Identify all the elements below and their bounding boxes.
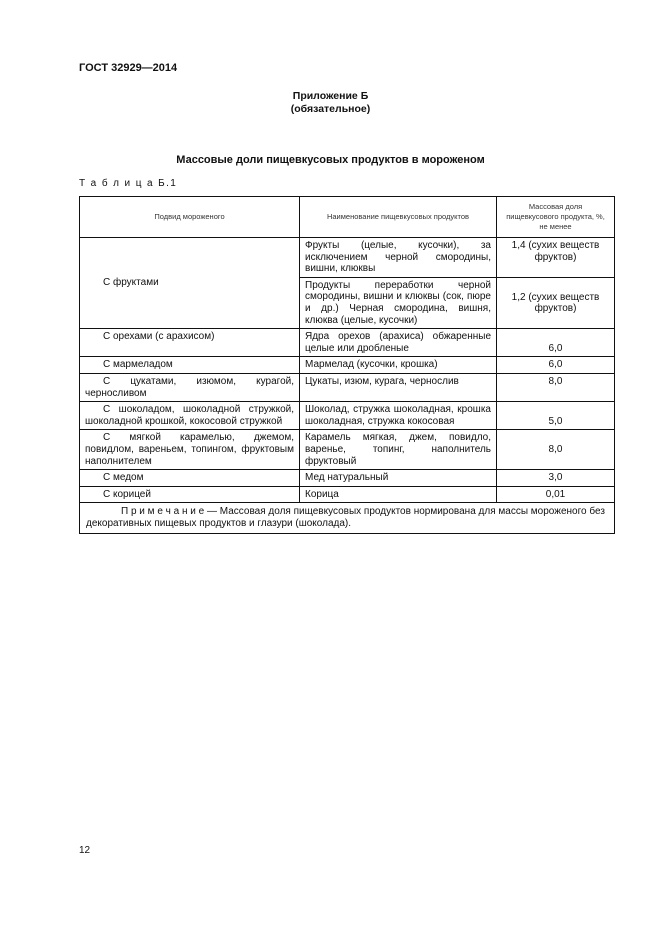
cell-product: Карамель мягкая, джем, повидло, варенье, топинг, наполнитель фруктовый <box>300 430 497 470</box>
table-row <box>80 470 615 487</box>
appendix-title: Приложение Б <box>292 90 369 102</box>
table-row <box>80 402 615 430</box>
table-row <box>80 329 615 357</box>
cell-product: Шоколад, стружка шоколадная, крошка шоколадная, стружка кокосовая <box>300 402 497 430</box>
cell-value: 6,0 <box>497 329 615 357</box>
page-number: 12 <box>79 845 91 856</box>
cell-subtype: С орехами (с арахисом) <box>80 329 300 357</box>
cell-product: Цукаты, изюм, курага, чернослив <box>300 373 497 401</box>
cell-value: 5,0 <box>497 402 615 430</box>
cell-subtype: С цукатами, изюмом, курагой, черносливом <box>80 373 300 401</box>
table-row <box>80 486 615 503</box>
cell-subtype: С мармеладом <box>80 357 300 374</box>
table-row <box>80 238 615 278</box>
cell-subtype: С шоколадом, шоколадной стружкой, шоколадной крошкой, кокосовой стружкой <box>80 402 300 430</box>
appendix-heading <box>0 90 661 116</box>
cell-value: 6,0 <box>497 357 615 374</box>
content-table <box>79 196 615 534</box>
header-product: Наименование пищевкусовых продуктов <box>300 197 497 238</box>
table-label: Т а б л и ц а Б.1 <box>79 178 178 189</box>
table-header-row <box>80 197 615 238</box>
cell-value: 0,01 <box>497 486 615 503</box>
cell-subtype: С мягкой карамелью, джемом, повидлом, вареньем, топингом, фруктовым наполнителем <box>80 430 300 470</box>
cell-value: 8,0 <box>497 430 615 470</box>
note-label: П р и м е ч а н и е <box>121 506 205 518</box>
cell-value: 3,0 <box>497 470 615 487</box>
cell-product: Ядра орехов (арахиса) обжаренные целые или дробленые <box>300 329 497 357</box>
cell-subtype: С фруктами <box>80 238 300 329</box>
cell-product: Фрукты (целые, кусочки), за исключением черной смородины, вишни, клюквы <box>300 238 497 278</box>
cell-product: Мармелад (кусочки, крошка) <box>300 357 497 374</box>
cell-value: 8,0 <box>497 373 615 401</box>
header-subtype: Подвид мороженого <box>80 197 300 238</box>
cell-product: Корица <box>300 486 497 503</box>
cell-value: 1,2 (сухих веществ фруктов) <box>497 277 615 328</box>
table-note <box>80 503 615 534</box>
header-mass-fraction: Массовая доля пищевкусового продукта, %, не менее <box>497 197 615 238</box>
cell-product: Мед натуральный <box>300 470 497 487</box>
table-row <box>80 373 615 401</box>
table-note-row <box>80 503 615 534</box>
document-code: ГОСТ 32929—2014 <box>79 62 178 74</box>
cell-value: 1,4 (сухих веществ фруктов) <box>497 238 615 278</box>
table-row <box>80 430 615 470</box>
cell-product: Продукты переработки черной смородины, вишни и клюквы (сок, пюре и др.) Черная смородина, вишня, клюква (целые, кусочки) <box>300 277 497 328</box>
cell-subtype: С корицей <box>80 486 300 503</box>
page-title: Массовые доли пищевкусовых продуктов в мороженом <box>176 154 485 166</box>
appendix-status: (обязательное) <box>290 103 371 115</box>
table-row <box>80 357 615 374</box>
note-text: — Массовая доля пищевкусовых продуктов нормирована для массы мороженого без декоративных пищевых продуктов и глазури (шоколада). <box>86 506 605 529</box>
cell-subtype: С медом <box>80 470 300 487</box>
